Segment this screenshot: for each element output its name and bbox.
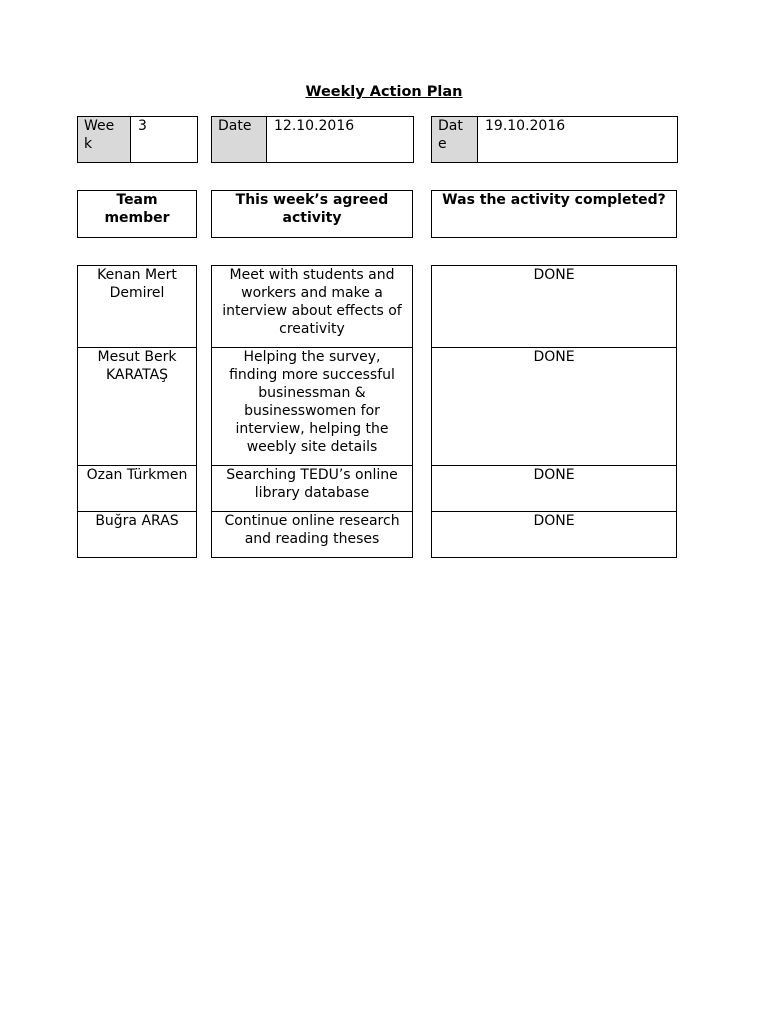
header-agreed-activity: This week’s agreed activity bbox=[212, 191, 413, 238]
week-box bbox=[77, 116, 198, 163]
date-end-label: Date bbox=[432, 117, 478, 163]
completed-column bbox=[431, 265, 677, 558]
activity-cell: Helping the survey, finding more successful businessman & businesswomen for interview, helping the weebly site details bbox=[212, 348, 413, 466]
activity-cell: Continue online research and reading theses bbox=[212, 512, 413, 558]
status-cell: DONE bbox=[432, 466, 677, 512]
header-activity-completed: Was the activity completed? bbox=[432, 191, 677, 238]
member-cell: Ozan Türkmen bbox=[78, 466, 197, 512]
week-label: Week bbox=[78, 117, 131, 163]
page-title: Weekly Action Plan bbox=[305, 84, 463, 100]
week-value: 3 bbox=[131, 117, 198, 163]
status-cell: DONE bbox=[432, 266, 677, 348]
header-member-box bbox=[77, 190, 197, 238]
member-column bbox=[77, 265, 197, 558]
date-end-value: 19.10.2016 bbox=[478, 117, 678, 163]
header-activity-box bbox=[211, 190, 413, 238]
date-box-end bbox=[431, 116, 678, 163]
member-cell: Kenan Mert Demirel bbox=[78, 266, 197, 348]
member-cell: Buğra ARAS bbox=[78, 512, 197, 558]
date-box-start bbox=[211, 116, 414, 163]
status-cell: DONE bbox=[432, 348, 677, 466]
date-start-label: Date bbox=[212, 117, 267, 163]
header-team-member: Team member bbox=[78, 191, 197, 238]
activity-cell: Meet with students and workers and make a interview about effects of creativity bbox=[212, 266, 413, 348]
activity-column bbox=[211, 265, 413, 558]
status-cell: DONE bbox=[432, 512, 677, 558]
date-start-value: 12.10.2016 bbox=[267, 117, 414, 163]
member-cell: Mesut Berk KARATAŞ bbox=[78, 348, 197, 466]
header-completed-box bbox=[431, 190, 677, 238]
activity-cell: Searching TEDU’s online library database bbox=[212, 466, 413, 512]
